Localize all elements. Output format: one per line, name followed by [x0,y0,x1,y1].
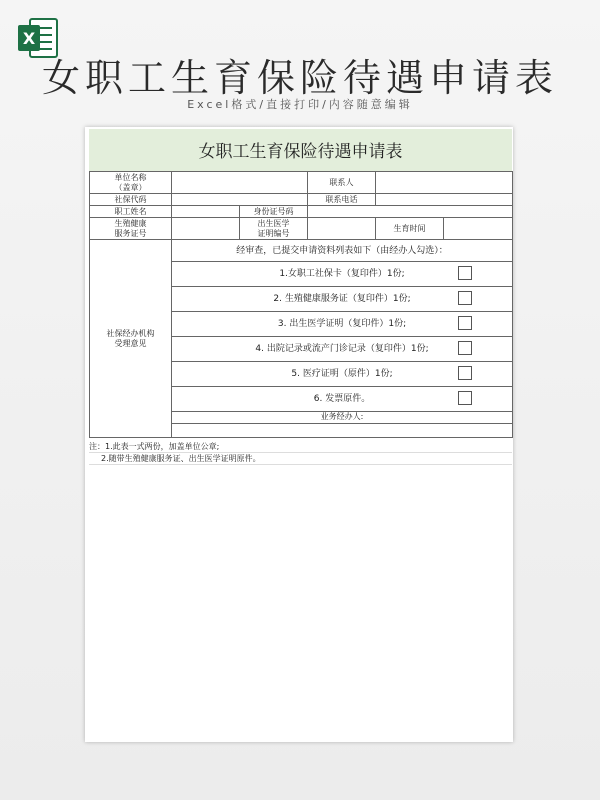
list-item: 1.女职工社保卡（复印件）1份; [172,262,513,287]
contact-phone-field[interactable] [376,194,513,206]
form-title: 女职工生育保险待遇申请表 [89,129,512,171]
unit-name-label: 单位名称 （盖章） [90,172,172,194]
note-1: 注：1.此表一式两份，加盖单位公章; [89,441,512,453]
contact-label: 联系人 [308,172,376,194]
id-number-label: 身份证号码 [240,206,308,218]
checkbox[interactable] [458,391,472,405]
id-number-field[interactable] [308,206,513,218]
contact-phone-label: 联系电话 [308,194,376,206]
svg-text:X: X [22,29,36,48]
checkbox[interactable] [458,291,472,305]
list-item: 3. 出生医学证明（复印件）1份; [172,312,513,337]
birth-cert-field[interactable] [308,218,376,240]
birth-cert-label: 出生医学 证明编号 [240,218,308,240]
list-item: 6. 发票原件。 [172,387,513,412]
page-subtitle: Excel格式/直接打印/内容随意编辑 [187,98,413,111]
checkbox[interactable] [458,341,472,355]
application-form-table [89,171,513,438]
handler-signature-field[interactable] [172,424,513,438]
service-cert-label: 生殖健康 服务证号 [90,218,172,240]
unit-name-field[interactable] [172,172,308,194]
agency-opinion-label: 社保经办机构 受理意见 [90,240,172,438]
checkbox[interactable] [458,316,472,330]
note-2: 2.随带生殖健康服务证、出生医学证明原件。 [89,453,512,465]
notes [89,441,512,465]
handler-label: 业务经办人: [172,412,513,424]
list-item: 2. 生殖健康服务证（复印件）1份; [172,287,513,312]
contact-field[interactable] [376,172,513,194]
employee-name-field[interactable] [172,206,240,218]
list-item: 5. 医疗证明（原件）1份; [172,362,513,387]
list-item: 4. 出院记录或流产门诊记录（复印件）1份; [172,337,513,362]
checkbox[interactable] [458,266,472,280]
si-code-field[interactable] [172,194,308,206]
birth-time-field[interactable] [444,218,513,240]
page-title: 女职工生育保险待遇申请表 [41,56,558,100]
service-cert-field[interactable] [172,218,240,240]
excel-logo-icon [16,16,60,60]
employee-name-label: 职工姓名 [90,206,172,218]
form-sheet [85,127,513,742]
review-intro: 经审查，已提交申请资料列表如下（由经办人勾选）： [172,240,513,262]
si-code-label: 社保代码 [90,194,172,206]
birth-time-label: 生育时间 [376,218,444,240]
checkbox[interactable] [458,366,472,380]
